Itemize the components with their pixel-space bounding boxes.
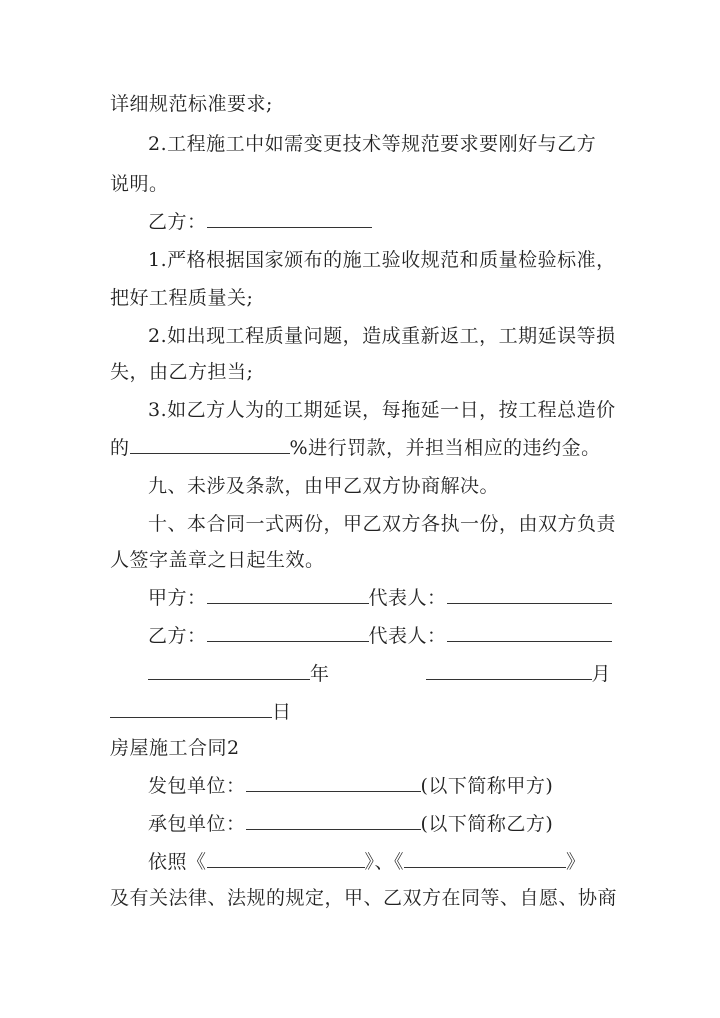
- text-line: 2.工程施工中如需变更技术等规范要求要刚好与乙方: [148, 133, 597, 155]
- text-line: 说明。: [110, 173, 169, 195]
- text-line: 详细规范标准要求;: [110, 93, 273, 115]
- party-b-label: 乙方：: [148, 625, 207, 647]
- year-label: 年: [310, 663, 330, 685]
- text-line: 2.如出现工程质量问题，造成重新返工，工期延误等损: [148, 325, 616, 347]
- text-line: 1.严格根据国家颁布的施工验收规范和质量检验标准，: [148, 249, 616, 271]
- text-line: 把好工程质量关;: [110, 287, 254, 309]
- text-fragment: 》、《: [364, 851, 405, 873]
- signature-blank: [207, 602, 369, 604]
- text-fragment: 的: [110, 437, 130, 459]
- employer-line: [148, 772, 553, 800]
- party-b-label: 乙方：: [148, 211, 207, 233]
- text-line: 及有关法律、法规的规定，甲、乙双方在同等、自愿、协商: [110, 887, 618, 909]
- text-line: 人签字盖章之日起生效。: [110, 549, 325, 571]
- party-a-sign-line: [148, 584, 612, 612]
- percent-blank: [130, 452, 290, 454]
- penalty-line: [110, 434, 601, 462]
- representative-label: 代表人：: [368, 625, 447, 647]
- signature-blank: [207, 226, 372, 228]
- month-label: 月: [591, 663, 612, 685]
- employer-blank: [246, 790, 421, 792]
- contractor-blank: [246, 828, 421, 830]
- representative-label: 代表人：: [368, 587, 447, 609]
- law-blank: [207, 866, 365, 868]
- employer-note: (以下简称甲方): [420, 775, 554, 797]
- party-a-label: 甲方：: [148, 587, 207, 609]
- employer-label: 发包单位：: [148, 775, 246, 797]
- reference-line: [148, 848, 586, 876]
- signature-blank: [447, 602, 612, 604]
- text-fragment: 》: [566, 851, 586, 873]
- party-b-line: [148, 208, 372, 236]
- day-blank: [110, 716, 272, 718]
- day-label: 日: [272, 701, 292, 723]
- year-blank: [148, 678, 310, 680]
- contractor-line: [148, 810, 553, 838]
- signature-blank: [207, 640, 369, 642]
- signature-blank: [447, 640, 612, 642]
- party-b-sign-line: [148, 622, 612, 650]
- date-day-line: [110, 698, 292, 726]
- contractor-note: (以下简称乙方): [420, 813, 554, 835]
- law-blank: [404, 866, 566, 868]
- section-title: 房屋施工合同2: [110, 737, 240, 759]
- text-line: 失，由乙方担当;: [110, 361, 254, 383]
- text-fragment: 依照《: [148, 851, 207, 873]
- text-line: 九、未涉及条款，由甲乙双方协商解决。: [148, 475, 500, 497]
- text-line: 3.如乙方人为的工期延误，每拖延一日，按工程总造价: [148, 399, 616, 421]
- text-fragment: %进行罚款，并担当相应的违约金。: [289, 437, 601, 459]
- contractor-label: 承包单位：: [148, 813, 246, 835]
- text-line: 十、本合同一式两份，甲乙双方各执一份，由双方负责: [148, 513, 617, 535]
- date-year-month-line: [148, 660, 611, 688]
- month-blank: [426, 678, 592, 680]
